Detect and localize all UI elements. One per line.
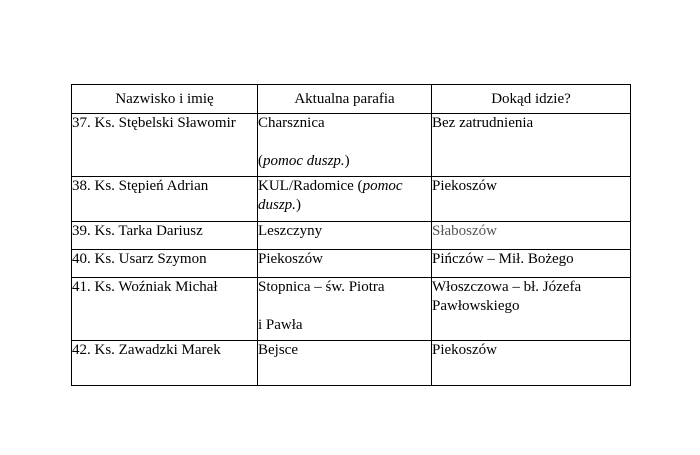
name-cell <box>72 114 258 177</box>
header-current-parish: Aktualna parafia <box>258 85 432 114</box>
destination-cell <box>432 250 631 278</box>
table-row <box>72 341 631 386</box>
table-row <box>72 250 631 278</box>
row-number: 37. <box>72 115 91 131</box>
destination-cell <box>432 222 631 250</box>
destination-cell <box>432 341 631 386</box>
parish-note-close: ) <box>295 197 301 213</box>
destination: Włoszczowa – bł. Józefa Pawłowskiego <box>432 279 582 314</box>
parish-cell <box>258 222 432 250</box>
destination: Piekoszów <box>432 342 497 358</box>
parish-cell <box>258 341 432 386</box>
parish-name: Bejsce <box>258 342 298 358</box>
priest-name: Ks. Stępień Adrian <box>94 178 209 194</box>
assignments-table <box>71 84 631 386</box>
destination: Bez zatrudnienia <box>432 115 534 131</box>
row-number: 41. <box>72 279 91 295</box>
parish-name: KUL/Radomice ( <box>258 178 363 194</box>
name-cell <box>72 278 258 341</box>
destination: Słaboszów <box>432 223 497 239</box>
priest-name: Ks. Woźniak Michał <box>94 279 218 295</box>
row-number: 40. <box>72 251 91 267</box>
name-cell <box>72 341 258 386</box>
parish-note: pomoc duszp. <box>263 153 345 169</box>
destination: Piekoszów <box>432 178 497 194</box>
parish-note: pomoc duszp. <box>258 178 403 213</box>
priest-name: Ks. Zawadzki Marek <box>94 342 221 358</box>
parish-cell <box>258 177 432 222</box>
priest-name: Ks. Tarka Dariusz <box>94 223 203 239</box>
priest-name: Ks. Stębelski Sławomir <box>94 115 236 131</box>
name-cell <box>72 177 258 222</box>
name-cell <box>72 250 258 278</box>
parish-name: Stopnica – św. Piotra <box>258 279 385 295</box>
destination-cell <box>432 177 631 222</box>
priest-name: Ks. Usarz Szymon <box>94 251 207 267</box>
table-header-row <box>72 85 631 114</box>
parish-name: Leszczyny <box>258 223 323 239</box>
parish-cell <box>258 114 432 177</box>
parish-cell <box>258 250 432 278</box>
header-destination: Dokąd idzie? <box>432 85 631 114</box>
header-name: Nazwisko i imię <box>72 85 258 114</box>
parish-name: Charsznica <box>258 115 325 131</box>
name-cell <box>72 222 258 250</box>
parish-name-continued: i Pawła <box>258 317 303 333</box>
parish-cell <box>258 278 432 341</box>
row-number: 38. <box>72 178 91 194</box>
table-row <box>72 114 631 177</box>
destination: Pińczów – Mił. Bożego <box>432 251 574 267</box>
table-row <box>72 177 631 222</box>
row-number: 39. <box>72 223 91 239</box>
table-row <box>72 222 631 250</box>
destination-cell <box>432 278 631 341</box>
parish-note-close: ) <box>344 153 350 169</box>
parish-name: Piekoszów <box>258 251 323 267</box>
parish-note-open: ( <box>258 153 263 169</box>
row-number: 42. <box>72 342 91 358</box>
destination-cell <box>432 114 631 177</box>
table-row <box>72 278 631 341</box>
